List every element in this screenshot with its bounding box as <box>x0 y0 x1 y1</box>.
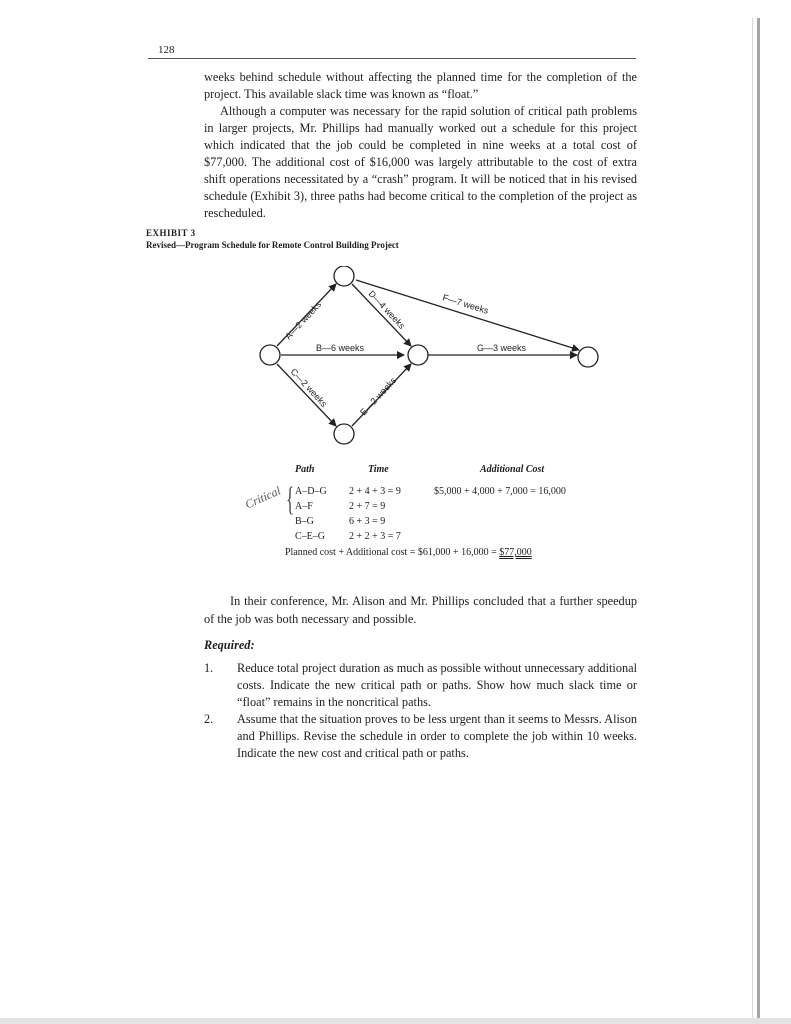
node-start <box>260 345 280 365</box>
page-number: 128 <box>158 44 175 56</box>
handwritten-critical-note: Critical <box>242 483 283 512</box>
required-item-number: 1. <box>204 661 214 675</box>
table-row-path: A–D–G <box>295 486 327 497</box>
table-row-time: 2 + 2 + 3 = 7 <box>349 531 401 542</box>
node-middle <box>408 345 428 365</box>
paragraph-float: weeks behind schedule without affecting the planned time for the completion of the project. This available slack time was known as “float.” <box>204 70 637 101</box>
scan-edge <box>757 18 760 1018</box>
network-diagram <box>240 266 610 452</box>
header-rule <box>148 58 636 59</box>
edge-label-b: B—6 weeks <box>316 343 365 353</box>
table-header-time: Time <box>368 464 389 475</box>
table-row-time: 6 + 3 = 9 <box>349 516 386 527</box>
node-end <box>578 347 598 367</box>
table-row-cost: $5,000 + 4,000 + 7,000 = 16,000 <box>434 486 566 497</box>
edge-c <box>277 364 336 426</box>
table-header-path: Path <box>295 464 315 475</box>
node-bottom <box>334 424 354 444</box>
table-row-time: 2 + 7 = 9 <box>349 501 386 512</box>
exhibit-label: EXHIBIT 3 <box>146 228 196 238</box>
table-header-cost: Additional Cost <box>480 464 545 475</box>
edge-label-f: F—7 weeks <box>441 292 490 316</box>
edge-d <box>352 284 411 346</box>
table-row-path: B–G <box>295 516 314 527</box>
planned-cost-total: $77,000 <box>499 547 532 558</box>
edge-label-a: A—2 weeks <box>283 299 324 342</box>
paragraph-conference: In their conference, Mr. Alison and Mr. Phillips concluded that a further speedup of the job was both necessary and possible. <box>204 594 637 626</box>
planned-cost-equation: Planned cost + Additional cost = $61,000 + 16,000 = <box>285 547 500 558</box>
edge-label-g: G—3 weeks <box>477 343 527 353</box>
edge-label-d: D—4 weeks <box>366 288 407 331</box>
edge-label-c: C—2 weeks <box>288 366 329 409</box>
table-row-path: A–F <box>295 501 313 512</box>
critical-bracket: { <box>286 481 295 518</box>
table-row-time: 2 + 4 + 3 = 9 <box>349 486 401 497</box>
table-row-path: C–E–G <box>295 531 325 542</box>
edge-label-e: E—2 weeks <box>358 375 399 418</box>
paragraph-schedule: Although a computer was necessary for the rapid solution of critical path problems in larger projects, Mr. Phillips had manually worked out a schedule for this project which indicated that the job could be completed in nine weeks at a total cost of $77,000. The additional cost of $16,000 was largely attributable to the cost of extra shift operations necessitated by a “crash” program. It will be noticed that in his revised schedule (Exhibit 3), three paths had become critical to the completion of the project as rescheduled. <box>204 104 637 220</box>
exhibit-title: Revised—Program Schedule for Remote Control Building Project <box>146 240 399 250</box>
required-item-text: Assume that the situation proves to be less urgent than it seems to Messrs. Alison and Phillips. Revise the schedule in order to complete the job within 10 weeks. Indicate the new cost and critical path or paths. <box>237 712 637 760</box>
required-item-text: Reduce total project duration as much as possible without unnecessary additional costs. Indicate the new critical path or paths. Show how much slack time or “float” remains in the noncritical paths. <box>237 661 637 709</box>
node-top <box>334 266 354 286</box>
scan-bottom-edge <box>0 1018 791 1024</box>
required-item-number: 2. <box>204 712 214 726</box>
planned-cost-line <box>285 547 532 558</box>
scan-shadow <box>752 18 753 1018</box>
required-heading: Required: <box>204 638 255 652</box>
